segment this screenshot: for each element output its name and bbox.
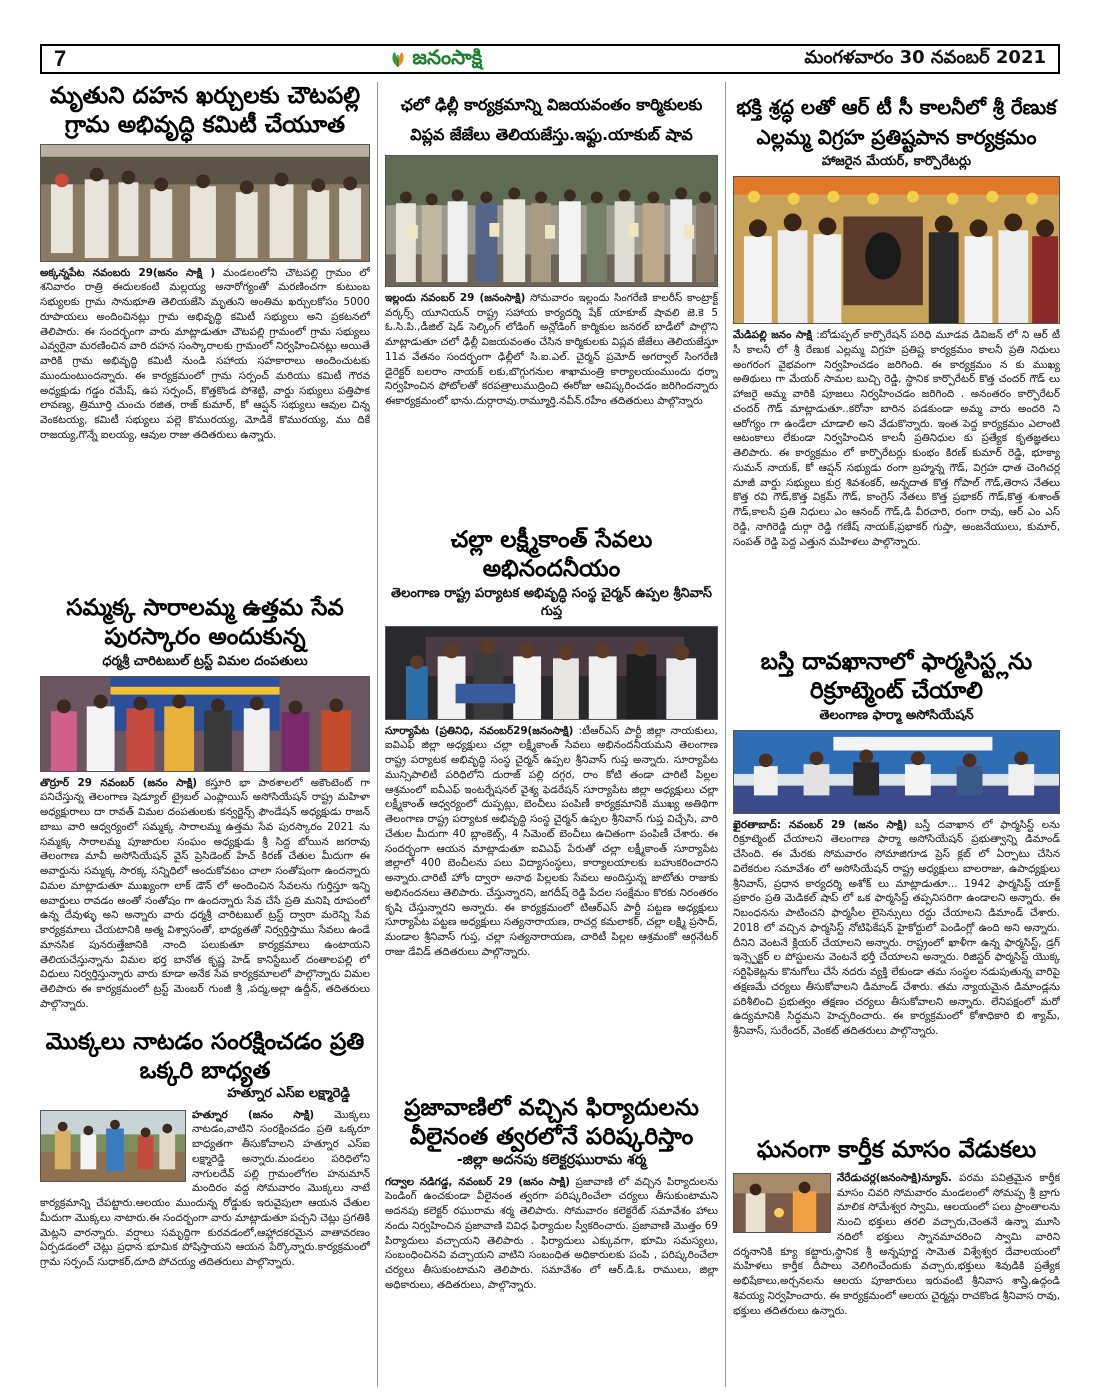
page-number: 7 — [54, 46, 67, 71]
article-body — [733, 1171, 1060, 1319]
article-text: ప్రజావాణి లో వచ్చిన పిర్యాదులను పెండింగ్ ఉంచకుండా వీలైనంత త్వరగా పరిష్కరించేలా చర్యలు తీసుకుంటామని అదనపు కలెక్టర్ రఘురామ శర్మ తెలిపారు. సోమవారం కలెక్టరేట్ సమావేశం హాలు నందు నిర్వహించిన ప్రజావాణి వివిధ ఫిర్యాదుల స్వీకరించారు. ప్రజావాణి మొత్తం 69 పిర్యాదులు వచ్చాయని తెలిపారు . ఫిర్యాదులు ఎక్కువగా, భూమి సమస్యలు, సంబంధించినవి వచ్చాయని వాటిని సంబంధిత అధికారులకు పంపి , పరిష్కరించేలా చర్యలు తీసుకుంటామని తెలిపారు. సమావేశం లో ఆర్.డి.ఓ రాములు, జిల్లా అధికారులు, తదితరులు, పాల్గొన్నారు. — [385, 1175, 718, 1291]
dateline: గద్వాల నడిగడ్డ, నవంబర్ 29 (జనం సాక్షి) — [385, 1175, 570, 1188]
tree-planting-photo — [41, 1111, 185, 1181]
dateline: ఇల్లందు నవంబర్ 29 (జనంసాక్షి) — [385, 291, 526, 304]
newspaper-logo — [388, 45, 482, 74]
subheadline: ధర్మశ్రీ చారిటబుల్ ట్రస్ట్ విమల దంపతులు — [102, 653, 308, 669]
headline: ఘనంగా కార్తీక మాసం వేడుకలు — [756, 1137, 1037, 1163]
dateline: ఖైరతాబాద్: నవంబర్ 29 (జనం సాక్షి) — [733, 818, 908, 831]
article-body — [40, 1108, 370, 1270]
article-body — [385, 291, 718, 409]
article-text: కస్తూరి భా పాఠశాలలో అకౌంటెంట్ గా పనిచేస్తున్న తెలంగాణ షెడ్యూల్ ట్రైబల్ ఎంప్లాయిస్ అసోసియేషన్ రాష్ట్ర మహిళా అధ్యక్షురాలు దా రావత్ విమల దంపతులకు కన్వర్జెన్స్ ఫౌండేషన్ అధ్యక్షుడు రాజన్ బాబు వారి ఆధ్వర్యంలో సమ్మక్క సారాలమ్మ ఉత్తమ సేవ పురస్కారం 2021 ను సమ్మక్క సారాలమ్మ పూజారుల సంఘం అధ్యక్షుడు శ్రీ సిద్ద బోయిన జగరావు తెలంగాణ మావీ అసోసియేషన్ వైస్ ప్రెసిడెంట్ హేచ్ కిరణ్ చేతుల మీదుగా ఈ అవార్డును సమ్మక్క సారక్క సన్నిధిలో అందుకోవటం చాలా సంతోషంగా ఉందన్నారు విమల మాట్లాడుతూ ముఖ్యంగా లాక్ డౌన్ లో అందించిన సేవలను గుర్తిస్తూ ఇన్ని అవార్డులు రావడం అంతో సంతోషం గా ఉందన్నారు సేవ చేసే ప్రతి మనిషి రూపంలో ఉన్న దేవుళ్ళు అని అన్నారు వారు ధర్మశ్రీ చారిటబుల్ ట్రస్ట్ ద్వారా మరెన్ని సేవ కార్యక్రమాలు చేయటానికి అత్మ విశ్వాసంతో, భాధ్యతతో నిర్వర్తిస్తాము సేవలు ఉండే మానసిక పునరుత్తేజానికి నాంది పలుకుతూ కార్యక్రమాలు ఉంటాయని తెలియచేస్తున్నాను విమల భర్త బానోత కృష్ణ హెడ్ కానిస్టేబుల్ దంతాలపల్లి లో విధులు నిర్వర్తిస్తున్నారు వారు కూడా అనేక సేవ కార్యక్రమాలలో పాల్గొన్నారు విమల తెలిపారు ఈ కార్యక్రమంలో ట్రస్ట్ మెంబర్ గుంజీ శ్రీ ,పద్మ,అల్లా ఉద్దీన్, తదితరులు పాల్గొన్నారు. — [40, 776, 370, 1010]
subheadline: -జిల్లా అదనపు కలెక్టర్రఘురామ శర్మ — [456, 1151, 647, 1168]
article-text: సోమవారం ఇల్లందు సింగరేణి కాలరీస్ కాంట్రాక్ట్ వర్కర్స్ యూనియన్ రాష్ట్ర సహాయ కార్యదర్శి షేక్ యాకూబ్ షావలి జె.కె 5 ఓ.సి.పి.,డీజిల్ షెడ్ సెల్కింగ్ లోడింగ్ అన్లోడింగ్ కార్మికుల జనరల్ బాడీలో పాల్గొని మాట్లాడుతూ చలో ఢిల్లీ విజయవంతం చేసిన కార్మికులకు విప్లవ జేజేలు తెలియజేస్తూ 11వ వేతనం సందర్భంగా ఢిల్లీలో సి.ఐ.ఎల్. చైర్మన్ ప్రమోద్ అగర్వాల్ సింగరేణి డైరెక్టర్ బలరాం నాయక్ లకు,బొగ్గుగనుల శాఖామంత్రి కార్యాలయంముందు ధర్నా నిర్వహించిన ఫోటోలతో కరపత్రాలుముద్రించి ఈరోజు ఆవిష్కరించడం జరిగిందన్నారు ఈకార్యక్రమంలో భాను.దుర్గారావు.రామ్మూర్తి.నవీన్.రహీం తదితరులు పాల్గొన్నారు — [385, 291, 718, 408]
column-1 — [40, 82, 370, 1391]
article-renuka-yellamma — [733, 92, 1060, 657]
masthead — [40, 44, 1060, 74]
headline: బస్తి దావఖానాలో ఫార్మసిస్ట్లను రిక్రూట్మెంట్ చేయాలి — [760, 649, 1033, 704]
dateline: అక్కన్నపేట నవంబరు 29(జనం సాక్షి ) — [40, 266, 216, 279]
dateline: సూర్యాపేట (ప్రతినిధి, నవంబర్29(జనంసాక్షి) — [385, 724, 574, 737]
headline: భక్తి శ్రద్ధ లతో ఆర్ టీ సీ కాలనీలో శ్రీ రేణుక ఎల్లమ్మ విగ్రహ ప్రతిష్టపాన కార్యక్రమం — [736, 95, 1057, 149]
article-body — [733, 328, 1060, 549]
news-photo — [40, 676, 370, 772]
article-sammakka-award — [40, 594, 370, 1024]
article-karthika-masam — [733, 1136, 1060, 1388]
headline: ప్రజావాణిలో వచ్చిన ఫిర్యాదులను వీలైనంత త్వరలోనే పరిష్కరిస్తాం — [404, 1095, 699, 1150]
column-3 — [733, 82, 1060, 1391]
article-body — [385, 1175, 718, 1293]
temple-puja-photo — [734, 1174, 830, 1232]
workers-group-photo — [386, 156, 717, 286]
article-text: :బోడుప్పల్ కార్పొరేషన్ పరిధి మూడవ డివిజన్ లో ని ఆర్ టీ సీ కాలనీ లో శ్రీ రేణుక ఎల్లమ్మ విగ్రహ ప్రతిష్ట కార్యక్రమం కాలనీ ప్రతి నిధులు అంగరంగ వైభవంగా నిర్వహించడం జరిగింది. ఈ కార్యక్రమం న కు ముఖ్య అతిథులు గా మేయర్ సామల బుచ్చి రెడ్డి, స్థానిక కార్పొరేటర్ కొత్త చందర్ గౌడ్ లు హాజరై అమ్మ వారికి పూజలు నిర్వహించడం జరిగింది . అనంతరం కార్పొరేటర్ చందర్ గౌడ్ మాట్లాడుతూ..కరోనా బారిన పడకుండా అమ్మ వారు అందరి ని ఆరోగ్యం గా ఉండేలా చూడాలి అని వేడుకొన్నారు. ఇంత పెద్ద కార్యక్రమం ఎలాంటి ఆటంకాలు లేకుండా నిర్వహించిన కాలనీ ప్రతినిధుల కు ప్రత్యేక కృతజ్ఞతలు తెలిపారు. ఈ కార్యక్రమం లో కార్పొరేటర్లు కుంభం కిరణ్ కుమార్ రెడ్డి, భూక్యా సుమన్ నాయక్, కో ఆప్షన్ సభ్యుడు రంగా బ్రహ్మన్న గౌడ్, విగ్రహ ధాత చెంగిచర్ల మాజీ వార్డు సభ్యులు కుర్ర శివశంకర్, అన్నదాత కొత్త గోపాల్ గౌడ్,తెరాస నేతలు కొత్త రవి గౌడ్,కొత్త విక్రమ్ గౌడ్, కాంగ్రెస్ నేతలు కొత్త ప్రభాకర్ గౌడ్,కొత్త శుశాంత్ గౌడ్,కాలనీ ప్రతి నిధులు ఎం ఆనంద్ గౌడ్,డి వీరచారి, రంగా రావు, ఆర్ ఎం ఎస్ రెడ్డి, నాగిరెడ్డి దుర్గా రెడ్డి గణేష్ నాయక్,ప్రభాకర్ గుప్తా, అంజనేయులు, కుమార్, సంపత్ రెడ్డి పెద్ద ఎత్తున మహిళలు పాల్గొన్నారు. — [733, 329, 1060, 548]
column-2 — [385, 82, 718, 1391]
subheadline: హాజరైన మేయర్, కార్పొరేటర్లు — [821, 154, 972, 169]
headline: మొక్కలు నాటడం సంరక్షించడం ప్రతి ఒక్కరి బాధ్యత — [45, 1029, 365, 1084]
award-ceremony-photo — [41, 677, 369, 771]
article-text: మండలంలోని చౌటపల్లి గ్రామం లో శనివారం రాత్రి ఈదులకంటి మల్లయ్య అనారోగ్యంతో మరణించగా కుటుంబ సభ్యులకు గ్రామ సానుభూతి తెలియజేసి మృతుని అంతిమ ఖర్చులకోసం 5000 రూపాయలు అందించినట్లు గ్రామ అభివృద్ధి కమిటీ సభ్యులు అని ప్రకటనలో తెలిపారు. ఈ సందర్భంగా వారు మాట్లాడుతూ చౌటపల్లి గ్రామంలో గ్రామ సభ్యులు ఎవ్వరైనా మరణించిన వారి దహన సంస్కారాలకు గ్రామంలో నిర్వహించినట్లు అయితే వారికి గ్రామ అభివృద్ధి కమిటీ నుండి సహాయ సహకారాలు అందించుటకు ముందుంటుందన్నారు. ఈ కార్యక్రమంలో గ్రామ సర్పంచ్ మరియు కమిటీ గౌరవ అధ్యక్షుడు గడ్డం రమేష్, ఉప సర్పంచ్, కొత్తకొండ పోశెట్టి, వార్డు సభ్యులు పత్తిపాక లావణ్య, త్రిమూర్తి చుంచు రజిత, రాజ్ కుమార్, కో ఆప్షన్ సభ్యులు ఆవుల చిన్న వెంకటయ్య, కమిటీ సభ్యులు పల్లె కొమురయ్య, మోడికే కొమురయ్య, ము దికే రాజయ్య,గొన్నే ఐలయ్య, ఆవుల రాజు తదితరులు ఉన్నారు. — [40, 266, 370, 441]
news-photo — [385, 155, 718, 287]
article-prajavani — [385, 1094, 718, 1391]
news-photo — [40, 1110, 186, 1182]
dateline: నేరేడుచర్ల(జనంసాక్షి)న్యూస్. — [837, 1171, 952, 1184]
article-text: పరమ పవిత్రమైన కార్తీక మాసం చివరి సోమవారం మండలంలో సోమప్ప శ్రీ బ్రాగు మాలిక సోమేశ్వర స్వామి, ఆలయంలో పలు ప్రాంతాలను నుంచి భక్తులు తరలి వచ్చారు,చెంతనే ఉన్నా మూసి నదిలో భక్తులు స్నానమాచరించి స్వామి వారిని దర్శనానికి క్యూ కట్టారు,స్థానిక శ్రీ అన్నపూర్ణ సామెత విశ్వేశ్వర దేవాలయంలో మహిళలు కార్తీక దీపాలు వెలిగించేందుకు వచ్చారు,భక్తులు శివుడికి ప్రత్యేక అభిషేకాలు,అర్చనలను ఆలయ పూజారులు ఇరువంటి శ్రీనివాస శాస్త్రి,ఉద్గండి శివయ్య నిర్వహించారు. ఈ కార్యక్రమంలో ఆలయ చైర్మన్లు రాచకొండ శ్రీనివాస రావు, భక్తులు తదితరులు ఉన్నారు. — [733, 1171, 1060, 1317]
article-body — [385, 724, 718, 960]
column-divider — [377, 82, 378, 1387]
village-gathering-photo — [41, 145, 369, 261]
dateline: మేడిపల్లి జనం సాక్షి — [733, 329, 812, 341]
press-meet-photo — [734, 731, 1059, 813]
subheadline: హత్నూర ఎస్ఐ లక్ష్మారెడ్డి — [227, 1085, 350, 1101]
dateline: తొర్రూర్ 29 నవంబర్ (జనం సాక్షి) — [40, 776, 198, 789]
article-text: :టీఆర్ఎస్ పార్టీ జిల్లా నాయకులు, ఐవిఎఫ్ జిల్లా అధ్యక్షులు చల్లా లక్ష్మీకాంత్ సేవలు అభినందనీయమని తెలంగాణ రాష్ట్ర పర్యాటక అభివృద్ధి సంస్థ చైర్మన్ ఉప్పల శ్రీనివాస్ గుప్త అన్నారు. సూర్యాపేట మున్సిపాలిటీ పరిధిలోని దురాజ్ పల్లి దగ్గర, రాం కోటి తండా చారిటీ పిల్లల ఆశ్రమంలో ఐవీఎఫ్ ఇంటర్నేషనల్ వైశ్య ఫెడరేషన్ సూర్యాపేట జిల్లా అధ్యక్షులు చల్లా లక్ష్మీకాంత్ ఆధ్వర్యంలో దుప్పట్లు, బెంచీలు పంపిణీ కార్యక్రమానికి ముఖ్య అతిథిగా తెలంగాణ రాష్ట్ర పర్యాటక అభివృద్ధి సంస్థ చైర్మన్ ఉప్పల శ్రీనివాస్ గుప్త విచ్చేసి, వారి చేతుల మీదుగా 40 బ్లాంకెట్స్, 4 సిమెంట్ బెంచీలు ఉచితంగా పంపిణీ చేశారు. ఈ సందర్భంగా ఆయన మాట్లాడుతూ ఐవిఎఫ్ పేరుతో చల్లా లక్ష్మీకాంత్ సూర్యాపేట జిల్లాలో 400 బెంచీలను పలు విద్యాసంస్థలు, కార్యాలయాలకు బహుకరించారని అన్నారు.చారిటీ హోం ద్వారా అనాథ పిల్లలకు సేవలు అందిస్తున్న జాటోతు రాజుకు అభినందనలు తెలిపారు. చేస్తున్నారని, జగదీష్ రెడ్డి పేదల సంక్షేమం కొరకు నిరంతరం కృషి చేస్తున్నారని అన్నారు. ఈ కార్యక్రమంలో టిఆర్ఎస్ పార్టీ పట్టణ అధ్యక్షులు సూర్యాపేట పట్టణ అధ్యక్షులు సత్యనారాయణ, రాచర్ల కమలాకర్, చల్లా లక్ష్మి ప్రసాద్, మండాల శ్రీనివాస్ గుప్త, చల్లా సత్యనారాయణ, చారిటీ పిల్లల ఆశ్రమంకో ఆర్గనేటర్ రాజు డేవిడ్ తదితరులు పాల్గొన్నారు. — [385, 724, 718, 958]
leaf-icon — [388, 49, 408, 69]
dateline: హత్నూర (జనం సాక్షి) — [192, 1108, 315, 1121]
article-text: బస్తీ దవాఖాన లో ఫార్మసిస్ట్ లను రిక్రూట్మెంట్ చేయాలని తెలంగాణ ఫార్మా అసోసియేషన్ ప్రభుత్వాన్ని డిమాండ్ చేసింది. ఈ మేరకు సోమవారం సోమాజిగూడ ప్రెస్ క్లబ్ లో ఏర్పాటు చేసిన విలేకరుల సమావేశం లో అసోసియేషన్ రాష్ట్ర అధ్యక్షులు బాలరాజు, ఉపాధ్యక్షులు శ్రీనివాస్, ప్రధాన కార్యదర్శి అశోక్ లు మాట్లాడుతూ... 1942 ఫార్మసిస్ట్ యాక్ట్ ప్రకారం ప్రతి మెడికల్ షాప్ లో ఒక ఫార్మసిస్ట్ తప్పనిసరిగా ఉండాలని అన్నారు. ఈ నిబంధనను పాటించని ఫార్మసీల లైసెన్సులు రద్దు చేయాలని డిమాండ్ చేశారు. 2018 లో వచ్చిన ఫార్మసిస్ట్ నోటిఫికేషన్ హైకోర్టులో పెండింగ్లో ఉంది అని అన్నారు. దీనిని వెంటనే క్లియర్ చేయాలని అన్నారు. రాష్ట్రంలో ఖాళీగా ఉన్న ఫార్మసిస్ట్, డ్రగ్ ఇన్స్పెక్టర్ ల పోస్టులను వెంటనే భర్తీ చేయాలని అన్నారు. రిజిస్టర్ ఫార్మసిస్ట్ యొక్క సర్టిఫికెట్లను కొనుగోలు చేసే నదరు వ్యక్తి లేకుండా తమ సంస్థల నడుపుతున్న వారిపై తక్షణమే చర్యలు తీసుకోవాలని డిమాండ్ చేశారు. తమ న్యాయమైన డిమాండ్లను పరిశీలించి ప్రభుత్వం తక్షణం చర్యలు తీసుకోవాలని అన్నారు. లేనిపక్షంలో మరో ఉద్యమానికి సిద్ధమని హెచ్చరించారు. ఈ కార్యక్రమంలో కోశాధికారి బి శ్యామ్, శ్రీనివాస్, సురేందర్, వెంకట్ తదితరులు పాల్గొన్నారు. — [733, 818, 1060, 1038]
news-photo — [733, 176, 1060, 324]
news-photo — [733, 730, 1060, 814]
headline: ఛలో ఢిల్లీ కార్యక్రమాన్ని విజయవంతం కార్మికులకు విప్లవ జేజేలు తెలియజేస్తు.ఇఫ్టు.యాకుబ్ షావ — [400, 95, 703, 145]
blanket-distribution-photo — [386, 627, 717, 719]
article-body — [40, 776, 370, 1012]
news-photo — [385, 626, 718, 720]
headline: సమ్మక్క సారాలమ్మ ఉత్తమ సేవ పురస్కారం అందుకున్న — [66, 595, 344, 650]
article-challa-lakshmikanth — [385, 526, 718, 1091]
headline: మృతుని దహన ఖర్చులకు చౌటపల్లి గ్రామ అభివృద్ధి కమిటీ చేయూత — [49, 83, 361, 138]
article-plantation — [40, 1028, 370, 1388]
article-text: మొక్కలు నాటడం,వాటిని సంరక్షించడం ప్రతి ఒక్కరూ బాధ్యతగా తీసుకోవాలని హత్నూర ఎస్ఐ లక్ష్మారెడ్డి అన్నారు.మండలం పరిధిలోని నాగులదేవ్ పల్లి గ్రామంలోగల హనుమాన్ మందిరం వద్ద సోమవారం మొక్కలు నాటే కార్యక్రమాన్ని చేపట్టారు.ఆలయం ముందున్న రోడ్డుకు ఇరువైపులా ఆయన చేతుల మీదుగా మొక్కలు నాటారు.ఈ సందర్భంగా వారు మాట్లాడుతూ పచ్చని చెట్లు ప్రగతికి మెట్లని వారన్నారు. వర్షాలు సమృద్ధిగా కురవడంలో,ఆహ్లాదకరమైన వాతావరణం ఏర్పడడంలో చెట్లు ప్రధాన భూమిక పోషిస్తాయని ఆయన పేర్కొన్నారు.కార్యక్రమంలో గ్రామ సర్పంచ్ సుధాకర్,దూది పోచయ్య తదితరులు పాల్గొన్నారు. — [40, 1108, 370, 1269]
article-body — [733, 818, 1060, 1039]
temple-ceremony-photo — [734, 177, 1059, 323]
news-photo — [40, 144, 370, 262]
headline: చల్లా లక్ష్మీకాంత్ సేవలు అభినందనీయం — [450, 527, 653, 582]
article-pharmacists — [733, 648, 1060, 1203]
column-divider — [725, 82, 726, 1387]
news-photo — [733, 1173, 831, 1233]
article-body — [40, 266, 370, 443]
subheadline: తెలంగాణ ఫార్మా అసోసియేషన్ — [819, 707, 974, 723]
issue-date: మంగళవారం 30 నవంబర్ 2021 — [804, 46, 1046, 68]
article-chautapalli — [40, 82, 370, 592]
subheadline: తెలంగాణ రాష్ట్ర పర్యాటక అభివృద్ధి సంస్థ చైర్మన్ ఉప్పల శ్రీనివాస్ గుప్త — [391, 585, 712, 619]
paper-name: జనంసాక్షి — [412, 44, 483, 69]
